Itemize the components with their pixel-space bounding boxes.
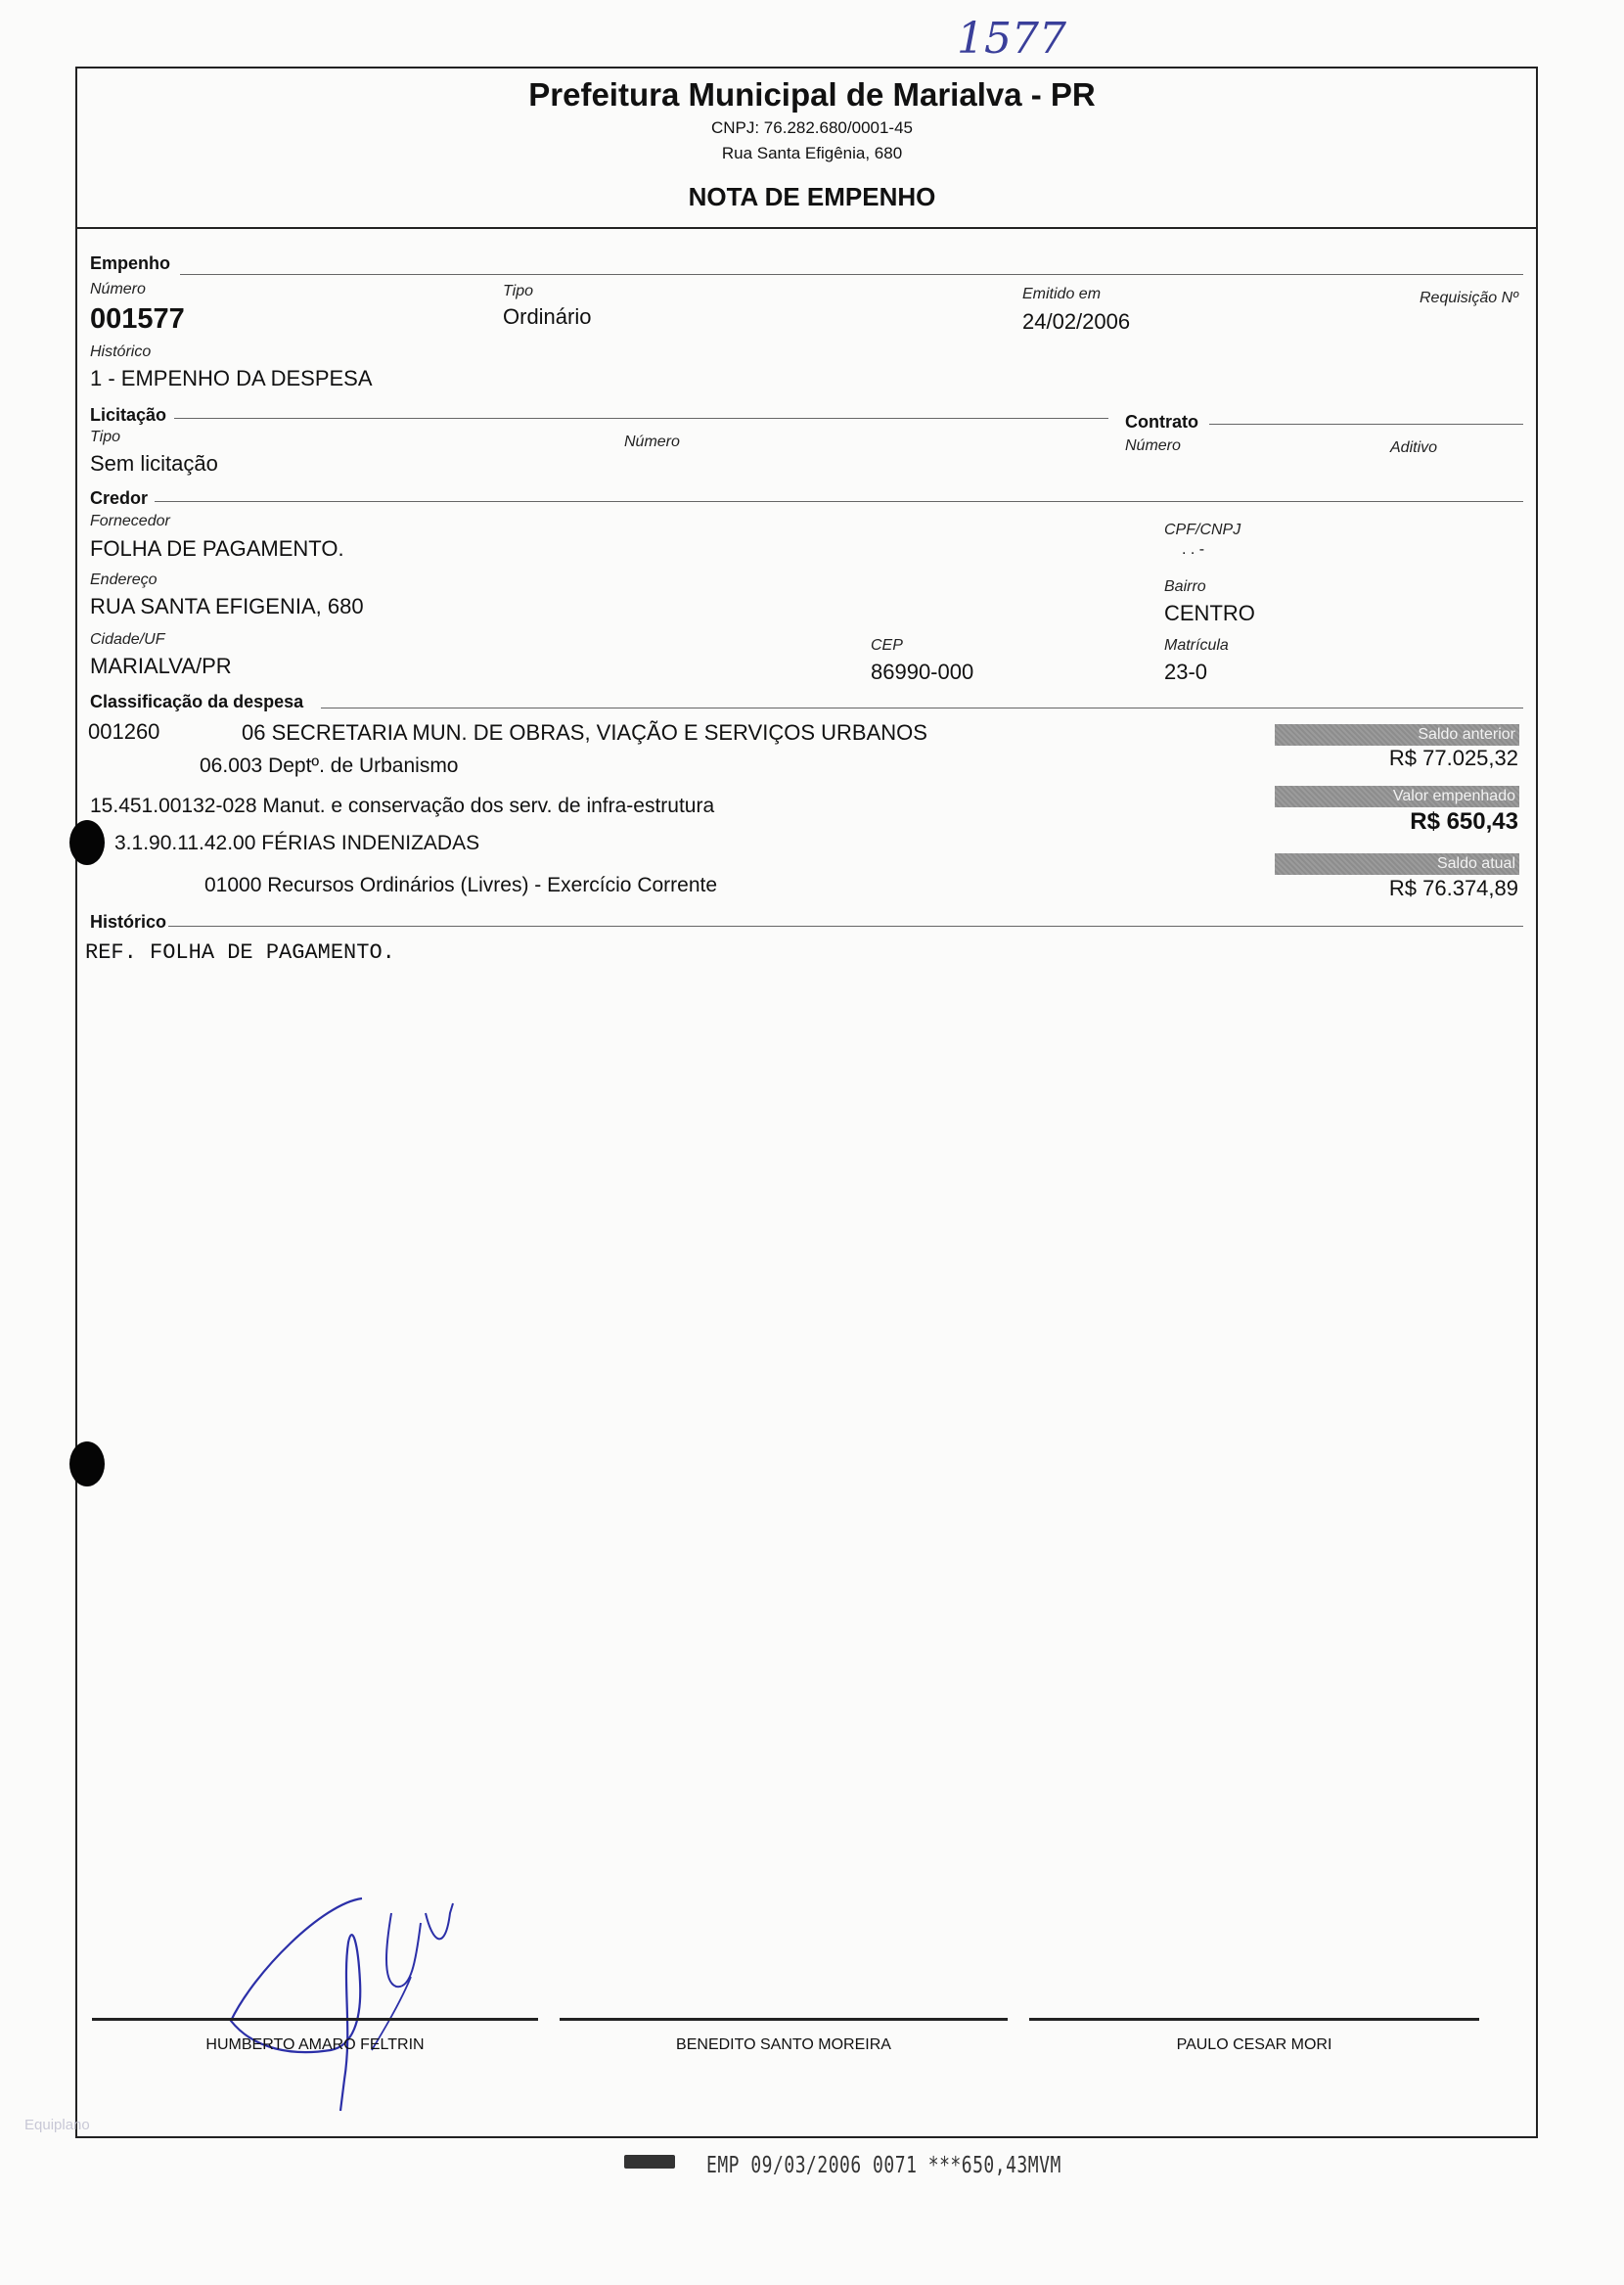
endereco-label: Endereço	[90, 571, 158, 588]
emitido-em-date: 24/02/2006	[1022, 309, 1131, 334]
cnpj-text: CNPJ: 76.282.680/0001-45	[710, 118, 914, 137]
contrato-rule	[1209, 424, 1523, 425]
bank-authentication-stamp: EMP 09/03/2006 0071 ***650,43MVM	[706, 2152, 1061, 2179]
cpf-cnpj-value: . . -	[1182, 541, 1205, 558]
matricula-label: Matrícula	[1164, 637, 1229, 654]
bairro-label: Bairro	[1164, 578, 1206, 595]
handwritten-page-number: 1577	[957, 14, 1066, 64]
punch-hole	[69, 820, 105, 865]
punch-hole	[69, 1441, 105, 1486]
contrato-section-label: Contrato	[1125, 412, 1198, 432]
licitacao-numero-label: Número	[624, 434, 680, 450]
valor-empenhado-value: R$ 650,43	[1410, 808, 1518, 835]
endereco-value: RUA SANTA EFIGENIA, 680	[90, 594, 364, 618]
departamento-text: 06.003 Deptº. de Urbanismo	[200, 754, 459, 777]
bank-stamp-mark	[624, 2155, 675, 2169]
software-watermark: Equiplano	[24, 2117, 90, 2133]
handwritten-signature	[215, 1884, 470, 2119]
signature-name-1: HUMBERTO AMARO FELTRIN	[205, 2036, 425, 2053]
document-title: NOTA DE EMPENHO	[688, 182, 936, 211]
empenho-numero: 001577	[90, 303, 185, 335]
saldo-anterior-value: R$ 77.025,32	[1388, 746, 1518, 770]
recurso-text: 01000 Recursos Ordinários (Livres) - Exercício Corrente	[204, 874, 718, 896]
empenho-numero-label: Número	[90, 281, 146, 297]
fornecedor-label: Fornecedor	[90, 513, 170, 529]
address-text: Rua Santa Efigênia, 680	[721, 144, 903, 162]
header-divider	[75, 227, 1538, 229]
classificacao-code: 001260	[88, 719, 160, 744]
credor-section-label: Credor	[90, 488, 149, 508]
historico-rule	[168, 926, 1523, 927]
cpf-cnpj-label: CPF/CNPJ	[1164, 522, 1241, 538]
licitacao-rule	[174, 418, 1108, 419]
bairro-value: CENTRO	[1164, 601, 1255, 625]
empenho-tipo: Ordinário	[503, 304, 592, 329]
contrato-numero-label: Número	[1125, 437, 1181, 454]
licitacao-section-label: Licitação	[90, 405, 167, 425]
cidade-uf-value: MARIALVA/PR	[90, 654, 232, 678]
empenho-section-label: Empenho	[90, 253, 171, 273]
elemento-text: 3.1.90.11.42.00 FÉRIAS INDENIZADAS	[114, 832, 480, 854]
cep-value: 86990-000	[871, 660, 974, 684]
valor-empenhado-label: Valor empenhado	[1275, 786, 1519, 807]
signature-name-2: BENEDITO SANTO MOREIRA	[676, 2036, 891, 2053]
signature-name-3: PAULO CESAR MORI	[1176, 2036, 1332, 2053]
contrato-aditivo-label: Aditivo	[1390, 439, 1438, 456]
signature-line	[1029, 2018, 1479, 2021]
requisicao-label: Requisição Nº	[1420, 290, 1518, 306]
saldo-atual-value: R$ 76.374,89	[1388, 876, 1518, 900]
programa-text: 15.451.00132-028 Manut. e conservação dos serv. de infra-estrutura	[90, 795, 715, 817]
municipality-title: Prefeitura Municipal de Marialva - PR	[528, 76, 1096, 113]
credor-rule	[155, 501, 1523, 502]
secretaria-text: 06 SECRETARIA MUN. DE OBRAS, VIAÇÃO E SERVIÇOS URBANOS	[242, 720, 927, 745]
saldo-anterior-label: Saldo anterior	[1275, 724, 1519, 746]
empenho-tipo-label: Tipo	[503, 283, 533, 299]
matricula-value: 23-0	[1164, 660, 1208, 684]
licitacao-tipo-label: Tipo	[90, 429, 120, 445]
historico-section-label: Histórico	[90, 912, 167, 932]
empenho-historico-label: Histórico	[90, 343, 152, 360]
historico-text: REF. FOLHA DE PAGAMENTO.	[85, 940, 395, 965]
fornecedor-value: FOLHA DE PAGAMENTO.	[90, 536, 344, 561]
signature-line	[560, 2018, 1008, 2021]
saldo-atual-label: Saldo atual	[1275, 853, 1519, 875]
signature-line	[92, 2018, 538, 2021]
cep-label: CEP	[871, 637, 903, 654]
classificacao-section-label: Classificação da despesa	[90, 692, 304, 711]
emitido-em-label: Emitido em	[1022, 286, 1102, 302]
licitacao-tipo: Sem licitação	[90, 451, 218, 476]
cidade-uf-label: Cidade/UF	[90, 631, 165, 648]
empenho-historico: 1 - EMPENHO DA DESPESA	[90, 366, 373, 390]
empenho-rule	[180, 274, 1523, 275]
